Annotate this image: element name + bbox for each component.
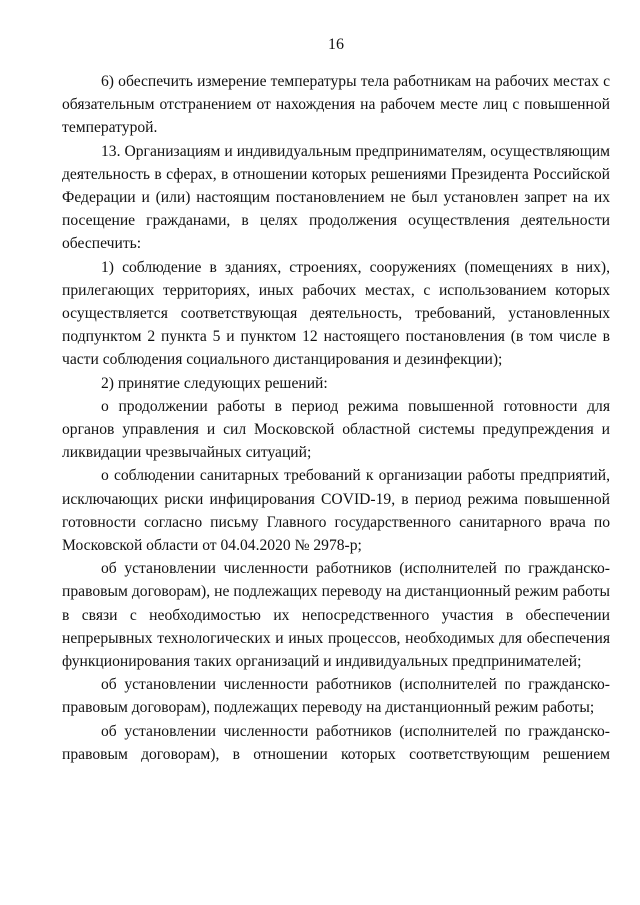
paragraph-decision-onsite-staff: об установлении численности работников (исполнителей по гражданско-правовым договорам), не подлежащих переводу на дистанционный режим работы в связи с необходимостью их непосредственного участия в обеспечении непрерывных технологических и иных процессов, необходимых для обеспечения функционирования таких организаций и индивидуальных предпринимателей; [62, 560, 610, 671]
paragraph-decision-remote-staff: об установлении численности работников (исполнителей по гражданско-правовым договорам), подлежащих переводу на дистанционный режим работы; [62, 676, 610, 717]
document-page [62, 0, 610, 905]
paragraph-item-2: 2) принятие следующих решений: [101, 374, 328, 392]
paragraph-section-13: 13. Организациям и индивидуальным предпринимателям, осуществляющим деятельность в сферах, в отношении которых решениями Президента Российской Федерации и (или) настоящим постановлением не был установлен запрет на их посещение гражданами, в целях продолжения осуществления деятельности обеспечить: [62, 142, 610, 253]
page-number: 16 [328, 36, 344, 53]
paragraph-decision-emergency-bodies: о продолжении работы в период режима повышенной готовности для органов управления и сил Московской областной системы предупреждения и ликвидации чрезвычайных ситуаций; [62, 397, 610, 462]
paragraph-decision-sanitary: о соблюдении санитарных требований к организации работы предприятий, исключающих риски инфицирования COVID-19, в период режима повышенной готовности согласно письму Главного государственного санитарного врача по Московской области от 04.04.2020 № 2978-р; [62, 467, 610, 555]
document-body [62, 70, 610, 766]
paragraph-item-6: 6) обеспечить измерение температуры тела работникам на рабочих местах с обязательным отстранением от нахождения на рабочем месте лиц с повышенной температурой. [62, 73, 610, 137]
paragraph-item-1: 1) соблюдение в зданиях, строениях, сооружениях (помещениях в них), прилегающих территориях, иных рабочих местах, с использованием которых осуществляется соответствующая деятельность, требований, установленных подпунктом 2 пункта 5 и пунктом 12 настоящего постановления (в том числе в части соблюдения социального дистанцирования и дезинфекции); [62, 258, 610, 369]
paragraph-decision-other-staff: об установлении численности работников (исполнителей по гражданско-правовым договорам), в отношении которых соответствующим решением [62, 722, 610, 763]
